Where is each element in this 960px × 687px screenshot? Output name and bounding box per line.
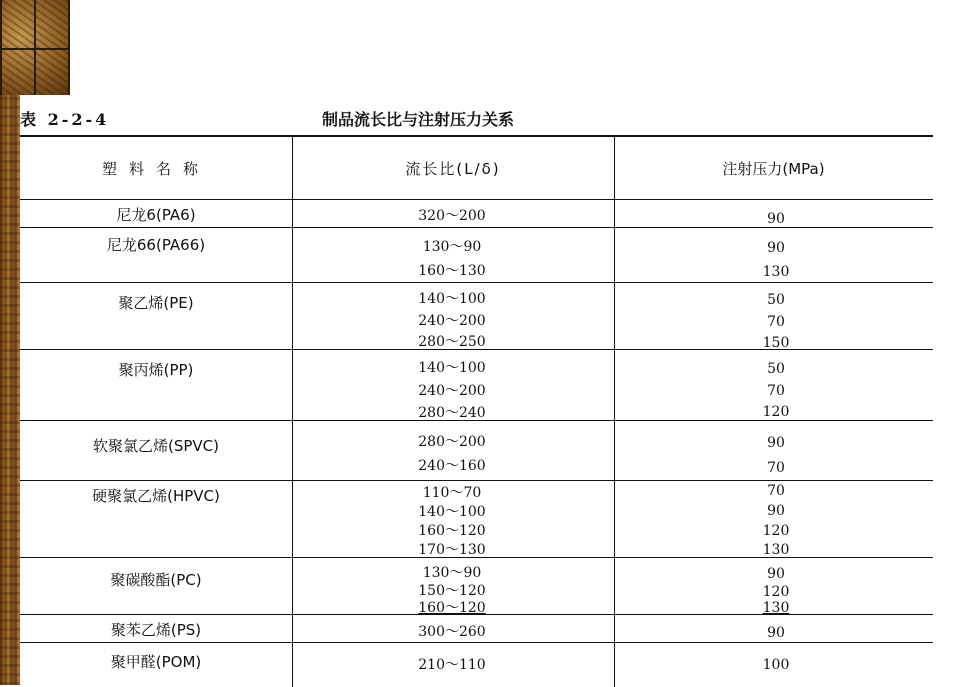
pressure-value: 130 xyxy=(762,542,790,558)
table-header xyxy=(20,103,935,133)
material-name: 聚乙烯(PE) xyxy=(118,294,194,312)
ratio-value: 240～200 xyxy=(418,383,486,399)
ratio-value: 240～160 xyxy=(418,458,486,474)
ratio-value: 320～200 xyxy=(418,208,486,224)
ratio-value: 170～130 xyxy=(418,542,486,558)
ratio-value: 160～130 xyxy=(418,263,486,279)
data-table xyxy=(20,135,933,687)
ratio-value: 210～110 xyxy=(418,657,486,673)
table-title: 制品流长比与注射压力关系 xyxy=(322,110,515,129)
material-name: 尼龙66(PA66) xyxy=(106,236,206,254)
material-name: 软聚氯乙烯(SPVC) xyxy=(92,437,219,455)
pressure-value: 90 xyxy=(767,240,785,256)
pressure-value: 120 xyxy=(762,584,790,600)
table-row xyxy=(20,349,933,420)
pressure-value: 50 xyxy=(767,361,785,377)
material-name: 硬聚氯乙烯(HPVC) xyxy=(92,487,220,505)
wood-panel xyxy=(0,0,70,95)
pressure-value: 150 xyxy=(762,335,790,351)
pressure-value: 100 xyxy=(762,657,790,673)
pressure-value: 70 xyxy=(767,383,785,399)
ratio-value: 280～250 xyxy=(418,334,486,350)
column-header-name: 塑料名称 xyxy=(101,159,210,178)
pressure-value: 50 xyxy=(767,292,785,308)
column-header-ratio: 流长比(L/δ) xyxy=(405,159,501,178)
ratio-value: 280～240 xyxy=(418,405,486,421)
table-row xyxy=(20,420,933,480)
column-header-pressure: 注射压力(MPa) xyxy=(722,159,825,178)
table-row xyxy=(20,282,933,349)
pressure-value: 90 xyxy=(767,625,785,641)
table-label: 表 2-2-4 xyxy=(20,110,110,129)
ratio-value: 150～120 xyxy=(418,583,486,599)
pressure-value: 120 xyxy=(762,523,790,539)
material-name: 尼龙6(PA6) xyxy=(116,206,196,224)
material-name: 聚甲醛(POM) xyxy=(110,653,202,671)
table-row xyxy=(20,557,933,614)
wood-border xyxy=(0,0,20,685)
table-row xyxy=(20,227,933,282)
table-row xyxy=(20,480,933,557)
ratio-value: 140～100 xyxy=(418,360,486,376)
pressure-value: 130 xyxy=(762,264,790,280)
pressure-value: 70 xyxy=(767,483,785,499)
pressure-value: 130 xyxy=(762,600,790,616)
pressure-value: 70 xyxy=(767,314,785,330)
ratio-value: 300～260 xyxy=(418,624,486,640)
material-name: 聚丙烯(PP) xyxy=(118,361,194,379)
ratio-value: 160～120 xyxy=(418,600,486,616)
pressure-value: 90 xyxy=(767,211,785,227)
ratio-value: 140～100 xyxy=(418,291,486,307)
material-name: 聚苯乙烯(PS) xyxy=(110,621,202,639)
ratio-value: 160～120 xyxy=(418,523,486,539)
pressure-value: 90 xyxy=(767,566,785,582)
ratio-value: 140～100 xyxy=(418,504,486,520)
table-row xyxy=(20,614,933,642)
pressure-value: 120 xyxy=(762,404,790,420)
ratio-value: 130～90 xyxy=(422,565,482,581)
table-row xyxy=(20,642,933,687)
ratio-value: 280～200 xyxy=(418,434,486,450)
material-name: 聚碳酸酯(PC) xyxy=(110,571,202,589)
pressure-value: 90 xyxy=(767,503,785,519)
pressure-value: 70 xyxy=(767,460,785,476)
table-row xyxy=(20,199,933,227)
pressure-value: 90 xyxy=(767,435,785,451)
ratio-value: 110～70 xyxy=(422,485,482,501)
ratio-value: 130～90 xyxy=(422,239,482,255)
ratio-value: 240～200 xyxy=(418,313,486,329)
